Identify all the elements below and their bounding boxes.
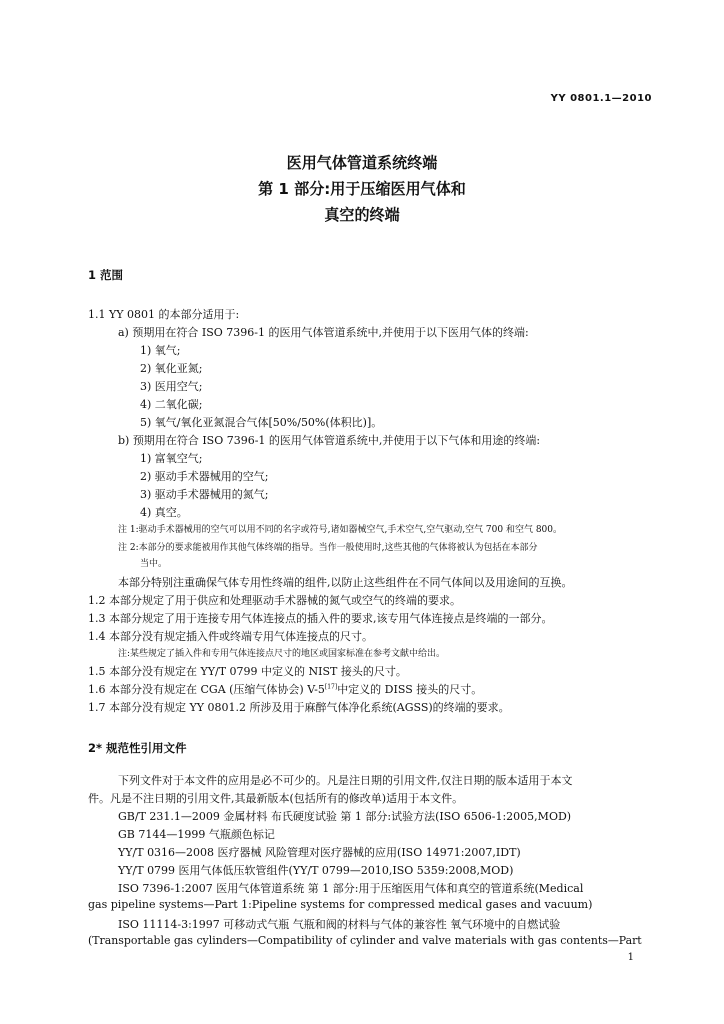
reference-6-continued: (Transportable gas cylinders—Compatibility of cylinder and valve materials with gas contents—Part <box>88 934 642 947</box>
item-a-1: 1) 氧气; <box>140 344 181 357</box>
clause-1-2: 1.2 本部分规定了用于供应和处理驱动手术器械的氮气或空气的终端的要求。 <box>88 594 461 607</box>
item-a: a) 预期用在符合 ISO 7396-1 的医用气体管道系统中,并使用于以下医用气体的终端: <box>118 326 529 339</box>
clause-1-4: 1.4 本部分没有规定插入件或终端专用气体连接点的尺寸。 <box>88 630 373 643</box>
note-3: 注:某些规定了插入件和专用气体连接点尺寸的地区或国家标准在参考文献中给出。 <box>118 649 446 659</box>
reference-4: YY/T 0799 医用气体低压软管组件(YY/T 0799—2010,ISO 5359:2008,MOD) <box>118 864 514 877</box>
item-b-2: 2) 驱动手术器械用的空气; <box>140 470 269 483</box>
document-title-line-2: 第 1 部分:用于压缩医用气体和 <box>258 180 466 198</box>
item-b-3: 3) 驱动手术器械用的氮气; <box>140 488 269 501</box>
clause-1-7: 1.7 本部分没有规定 YY 0801.2 所涉及用于麻醉气体净化系统(AGSS)的终端的要求。 <box>88 701 510 714</box>
item-a-5: 5) 氧气/氧化亚氮混合气体[50%/50%(体积比)]。 <box>140 416 383 429</box>
section-2-heading: 2* 规范性引用文件 <box>88 741 187 755</box>
scope-paragraph: 本部分特别注重确保气体专用性终端的组件,以防止这些组件在不同气体间以及用途间的互换。 <box>118 576 573 589</box>
item-a-3: 3) 医用空气; <box>140 380 203 393</box>
item-a-2: 2) 氧化亚氮; <box>140 362 203 375</box>
reference-5-continued: gas pipeline systems—Part 1:Pipeline systems for compressed medical gases and vacuum) <box>88 898 593 911</box>
reference-2: GB 7144—1999 气瓶颜色标记 <box>118 828 275 841</box>
reference-1: GB/T 231.1—2009 金属材料 布氏硬度试验 第 1 部分:试验方法(ISO 6506-1:2005,MOD) <box>118 810 572 823</box>
reference-5: ISO 7396-1:2007 医用气体管道系统 第 1 部分:用于压缩医用气体和真空的管道系统(Medical <box>118 882 584 895</box>
clause-1-6-text: 1.6 本部分没有规定在 CGA (压缩气体协会) V-5 <box>88 683 325 696</box>
clause-1-6-text-end: 中定义的 DISS 接头的尺寸。 <box>337 683 483 696</box>
document-title-line-3: 真空的终端 <box>324 206 400 224</box>
document-title-line-1: 医用气体管道系统终端 <box>286 154 438 172</box>
clause-1-3: 1.3 本部分规定了用于连接专用气体连接点的插入件的要求,该专用气体连接点是终端的一部分。 <box>88 612 553 625</box>
clause-1-5: 1.5 本部分没有规定在 YY/T 0799 中定义的 NIST 接头的尺寸。 <box>88 665 407 678</box>
standard-number: YY 0801.1—2010 <box>550 93 652 104</box>
section-2-intro-1: 下列文件对于本文件的应用是必不可少的。凡是注日期的引用文件,仅注日期的版本适用于本文 <box>118 774 573 787</box>
clause-1-1: 1.1 YY 0801 的本部分适用于: <box>88 308 240 321</box>
item-b-1: 1) 富氧空气; <box>140 452 203 465</box>
item-a-4: 4) 二氧化碳; <box>140 398 203 411</box>
page-number: 1 <box>627 952 634 963</box>
item-b-4: 4) 真空。 <box>140 506 188 519</box>
clause-1-6 <box>88 681 482 697</box>
item-b: b) 预期用在符合 ISO 7396-1 的医用气体管道系统中,并使用于以下气体和用途的终端: <box>118 434 541 447</box>
section-1-heading: 1 范围 <box>88 268 124 282</box>
note-2-continued: 当中。 <box>140 559 168 569</box>
note-2: 注 2:本部分的要求能被用作其他气体终端的指导。当作一般使用时,这些其他的气体将被认为包括在本部分 <box>118 543 538 553</box>
reference-6: ISO 11114-3:1997 可移动式气瓶 气瓶和阀的材料与气体的兼容性 氧气环境中的自燃试验 <box>118 918 561 931</box>
reference-superscript: [17] <box>324 683 338 691</box>
note-1: 注 1:驱动手术器械用的空气可以用不同的名字或符号,诸如器械空气,手术空气,空气驱动,空气 700 和空气 800。 <box>118 525 563 535</box>
reference-3: YY/T 0316—2008 医疗器械 风险管理对医疗器械的应用(ISO 14971:2007,IDT) <box>118 846 521 859</box>
section-2-intro-2: 件。凡是不注日期的引用文件,其最新版本(包括所有的修改单)适用于本文件。 <box>88 792 464 805</box>
